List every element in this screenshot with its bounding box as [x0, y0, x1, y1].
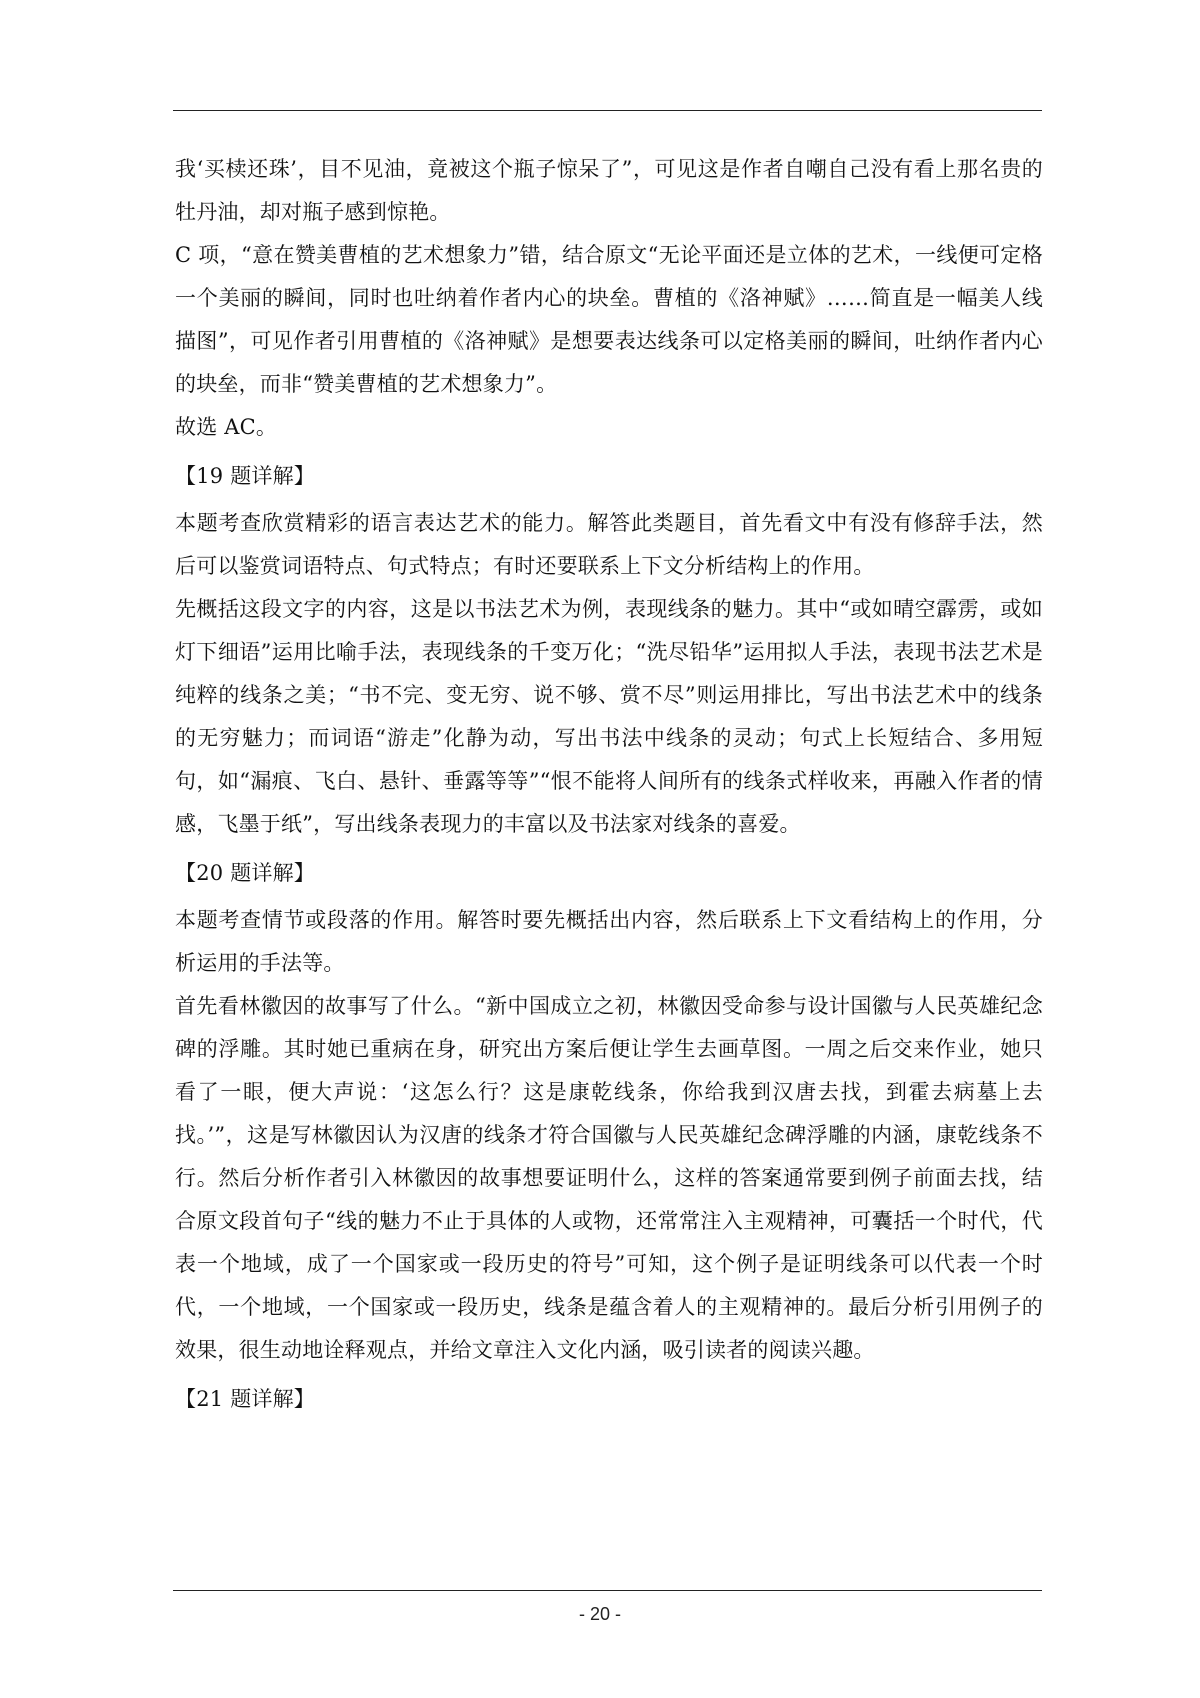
- paragraph-continuation: 我‘买椟还珠’，目不见油，竟被这个瓶子惊呆了”，可见这是作者自嘲自己没有看上那名贵的牡丹油，却对瓶子感到惊艳。: [175, 157, 1043, 224]
- heading-q19: 【19 题详解】: [175, 464, 315, 488]
- footer-rule: [173, 1590, 1042, 1591]
- paragraph-q20-intro: 本题考查情节或段落的作用。解答时要先概括出内容，然后联系上下文看结构上的作用，分析运用的手法等。: [175, 908, 1043, 975]
- paragraph-q19-intro: 本题考查欣赏精彩的语言表达艺术的能力。解答此类题目，首先看文中有没有修辞手法，然后可以鉴赏词语特点、句式特点；有时还要联系上下文分析结构上的作用。: [175, 511, 1043, 578]
- heading-q21: 【21 题详解】: [175, 1387, 315, 1411]
- header-rule: [173, 110, 1042, 111]
- paragraph-q20-analysis: 首先看林徽因的故事写了什么。“新中国成立之初，林徽因受命参与设计国徽与人民英雄纪念碑的浮雕。其时她已重病在身，研究出方案后便让学生去画草图。一周之后交来作业，她只看了一眼，便大声说：‘这怎么行？这是康乾线条，你给我到汉唐去找，到霍去病墓上去找。’”，这是写林徽因认为汉唐的线条才符合国徽与人民英雄纪念碑浮雕的内涵，康乾线条不行。然后分析作者引入林徽因的故事想要证明什么，这样的答案通常要到例子前面去找，结合原文段首句子“线的魅力不止于具体的人或物，还常常注入主观精神，可囊括一个时代，代表一个地域，成了一个国家或一段历史的符号”可知，这个例子是证明线条可以代表一个时代，一个地域，一个国家或一段历史，线条是蕴含着人的主观精神的。最后分析引用例子的效果，很生动地诠释观点，并给文章注入文化内涵，吸引读者的阅读兴趣。: [175, 994, 1043, 1362]
- paragraph-option-c: C 项，“意在赞美曹植的艺术想象力”错，结合原文“无论平面还是立体的艺术，一线便可定格一个美丽的瞬间，同时也吐纳着作者内心的块垒。曹植的《洛神赋》……简直是一幅美人线描图”，可见作者引用曹植的《洛神赋》是想要表达线条可以定格美丽的瞬间，吐纳作者内心的块垒，而非“赞美曹植的艺术想象力”。: [175, 243, 1043, 396]
- page-body: [175, 148, 1043, 1425]
- paragraph-answer: 故选 AC。: [175, 415, 278, 439]
- paragraph-q19-analysis: 先概括这段文字的内容，这是以书法艺术为例，表现线条的魅力。其中“或如晴空霹雳，或如灯下细语”运用比喻手法，表现线条的千变万化；“洗尽铅华”运用拟人手法，表现书法艺术是纯粹的线条之美；“书不完、变无穷、说不够、赏不尽”则运用排比，写出书法艺术中的线条的无穷魅力；而词语“游走”化静为动，写出书法中线条的灵动；句式上长短结合、多用短句，如“漏痕、飞白、悬针、垂露等等”“恨不能将人间所有的线条式样收来，再融入作者的情感，飞墨于纸”，写出线条表现力的丰富以及书法家对线条的喜爱。: [175, 597, 1043, 836]
- heading-q20: 【20 题详解】: [175, 861, 315, 885]
- page-number: - 20 -: [578, 1604, 621, 1624]
